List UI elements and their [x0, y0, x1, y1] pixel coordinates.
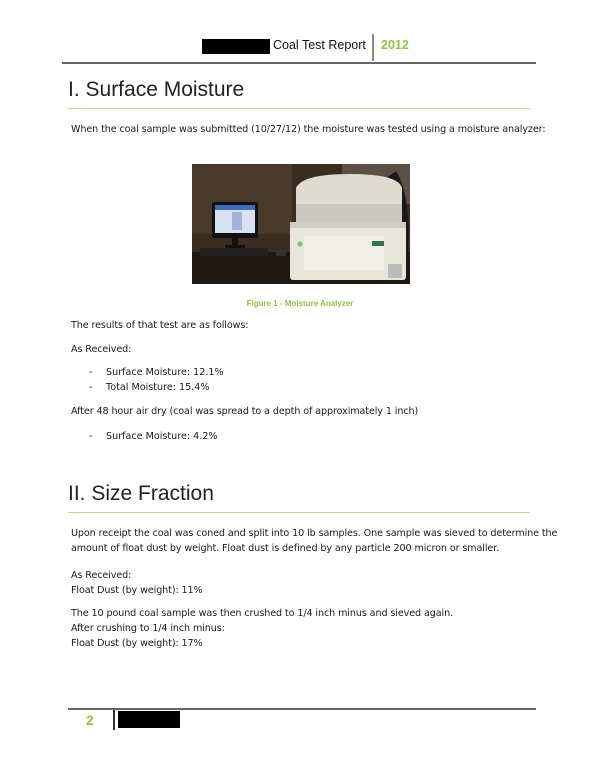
- moisture-analyzer-illustration: [192, 164, 410, 284]
- bullet-dash: -: [89, 367, 93, 378]
- total-moisture-received: Total Moisture: 15.4%: [106, 382, 210, 393]
- footer-redaction: [118, 711, 180, 728]
- report-year: 2012: [381, 38, 409, 52]
- header-redaction: [202, 39, 270, 54]
- bullet-dash: -: [89, 431, 93, 442]
- float-dust-crushed: Float Dust (by weight): 17%: [71, 638, 203, 649]
- float-dust-received: Float Dust (by weight): 11%: [71, 585, 203, 596]
- figure-caption: Figure 1 - Moisture Analyzer: [246, 299, 354, 308]
- as-received-label: As Received:: [71, 344, 132, 355]
- crushing-paragraph-line-2: After crushing to 1/4 inch minus:: [71, 623, 225, 634]
- surface-moisture-air-dry: Surface Moisture: 4.2%: [106, 431, 218, 442]
- list-item: [89, 382, 389, 394]
- air-dry-label: After 48 hour air dry (coal was spread to a depth of approximately 1 inch): [71, 406, 419, 417]
- size-fraction-paragraph-line-2: amount of float dust by weight. Float dust is defined by any particle 200 micron or smaller.: [71, 543, 500, 554]
- surface-moisture-received: Surface Moisture: 12.1%: [106, 367, 224, 378]
- size-fraction-paragraph-line-1: Upon receipt the coal was coned and split into 10 lb samples. One sample was sieved to determine the: [71, 528, 558, 539]
- list-item: [89, 367, 389, 379]
- section-heading-size-fraction: II. Size Fraction: [68, 482, 214, 505]
- bullet-dash: -: [89, 382, 93, 393]
- header-divider: [372, 34, 374, 61]
- moisture-analyzer-photo: [192, 164, 410, 284]
- as-received-label-2: As Received:: [71, 570, 132, 581]
- list-item: [89, 431, 389, 443]
- crushing-paragraph-line-1: The 10 pound coal sample was then crushed to 1/4 inch minus and sieved again.: [71, 608, 454, 619]
- page-number: 2: [86, 712, 94, 728]
- section-heading-rule: [68, 108, 530, 109]
- intro-paragraph: When the coal sample was submitted (10/27/12) the moisture was tested using a moisture analyzer:: [71, 124, 546, 135]
- section-heading-surface-moisture: I. Surface Moisture: [68, 78, 245, 101]
- header-rule: [62, 62, 536, 64]
- results-intro: The results of that test are as follows:: [71, 320, 249, 331]
- footer-divider: [113, 710, 115, 730]
- report-title: Coal Test Report: [273, 38, 366, 52]
- section-heading-rule: [68, 512, 530, 513]
- footer-rule: [68, 708, 536, 710]
